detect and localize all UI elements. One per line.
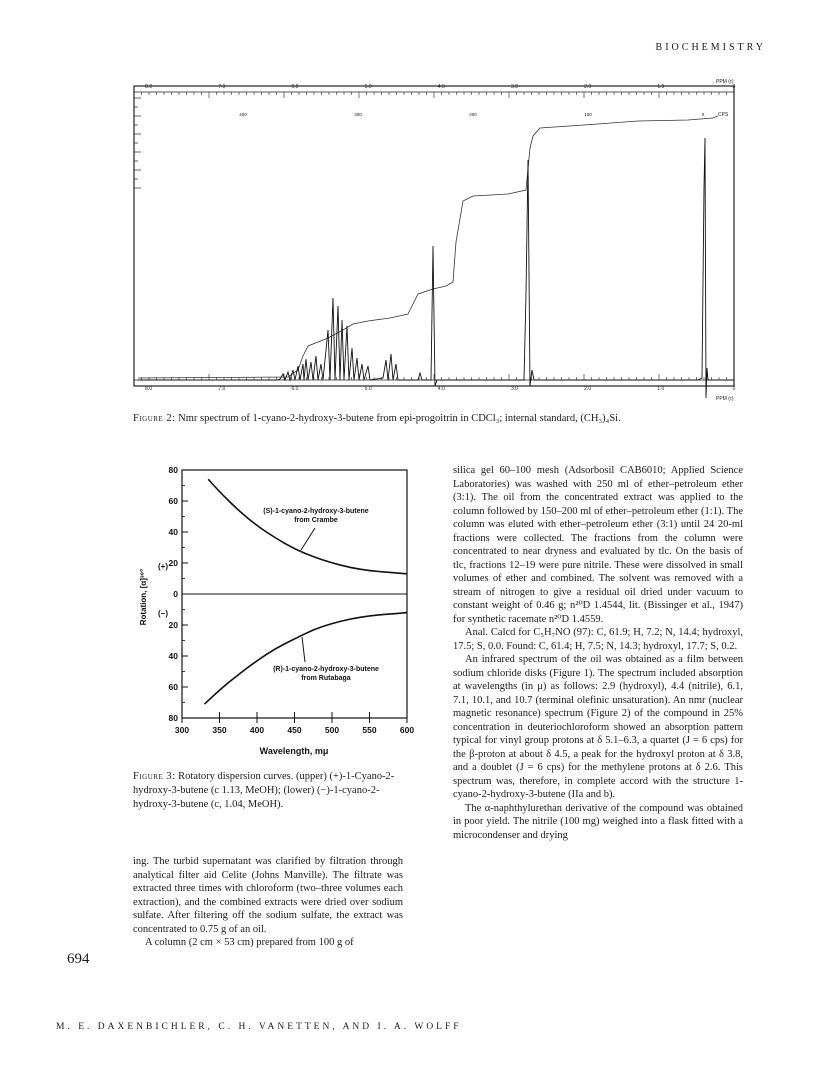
series-point	[294, 549, 295, 550]
series-point	[257, 660, 258, 661]
series-point	[294, 639, 295, 640]
ppm-tick-label: 1.0	[657, 386, 665, 392]
series-point	[275, 648, 276, 649]
x-tick-label: 550	[362, 725, 377, 735]
x-tick-label: 500	[324, 725, 340, 735]
cps-tick-label: 300	[354, 112, 362, 117]
series-point	[238, 510, 239, 511]
nmr-top-scale	[134, 84, 736, 117]
left-column	[133, 855, 403, 950]
annotation-lower-arrow	[302, 637, 305, 662]
figure3-caption	[133, 770, 403, 812]
cps-tick-label: 400	[239, 112, 247, 117]
author-footer: M. E. DAXENBICHLER, C. H. VANETTEN, AND I. A. WOLFF	[56, 1022, 462, 1032]
ppm-tick-label: 4.0	[437, 386, 445, 392]
x-axis-label: Wavelength, mμ	[259, 746, 329, 756]
y-tick-label: 20	[168, 558, 178, 568]
series-point	[313, 629, 314, 630]
series-point	[219, 690, 220, 691]
figure2-caption-label: Figure 2:	[133, 413, 176, 424]
nmr-integral-trace	[138, 116, 718, 378]
figure3-caption-text: Rotatory dispersion curves. (upper) (+)-1-Cyano-2-hydroxy-3-butene (c 1.13, MeOH); (lower) (−)-1-cyano-2-hydroxy-3-butene (c, 1.04, MeOH).	[133, 771, 395, 810]
series-point	[407, 574, 408, 575]
series-upper-curve	[208, 479, 407, 574]
series-point	[388, 572, 389, 573]
ppm-tick-label: 5.0	[364, 84, 372, 90]
ppm-tick-label: 6.0	[291, 84, 299, 90]
y-tick-label: 60	[168, 496, 178, 506]
cps-tick-label: 0	[701, 112, 705, 117]
y-tick-label: 60	[168, 682, 178, 692]
figure2-caption-text: Nmr spectrum of 1-cyano-2-hydroxy-3-butene from epi-progoitrin in CDCl₃; internal standard, (CH₃)₄Si.	[178, 413, 621, 424]
y-axis-label: Rotation, [α]³⁰°	[139, 568, 148, 626]
x-tick-label: 450	[287, 725, 302, 735]
y-plus-label: (+)	[158, 562, 168, 571]
ppm-tick-label: 8.0	[145, 84, 153, 90]
cps-tick-label: 200	[469, 112, 477, 117]
series-point	[369, 615, 370, 616]
figure3-caption-label: Figure 3:	[133, 771, 176, 782]
left-paragraph-1: ing. The turbid supernatant was clarified by filtration through analytical filter aid Celite (Johns Manville). The filtrate was extracted three times with chloroform (two–three volumes each extraction), and the combined extracts were dried over sodium sulfate. After filtering off the sodium sulfate, the extract was concentrated to 0.75 g of an oil.	[133, 856, 403, 935]
x-axis	[175, 712, 414, 735]
ppm-tick-label: 8.0	[145, 386, 153, 392]
y-tick-label: 40	[168, 527, 178, 537]
series-point	[313, 557, 314, 558]
ppm-tick-label: 0	[732, 84, 736, 90]
nmr-spectrum-figure	[128, 68, 738, 408]
series-point	[407, 612, 408, 613]
ppm-tick-label: 7.0	[218, 84, 226, 90]
ppm-tick-label: 2.0	[584, 386, 592, 392]
ppm-label-top: PPM (τ)	[716, 79, 734, 85]
series-point	[332, 623, 333, 624]
ppm-tick-label: 3.0	[511, 386, 518, 392]
right-paragraph-2: Anal. Calcd for C₅H₇NO (97): C, 61.9; H, 7.2; N, 14.4; hydroxyl, 17.5; S, 0.0. Found: C, 61.4; H, 7.5; N, 14.3; hydroxyl, 17.7; S, 0.2.	[453, 627, 743, 652]
y-tick-label: 80	[168, 465, 178, 475]
ppm-tick-label: 6.0	[291, 386, 299, 392]
series-point	[369, 570, 370, 571]
nmr-absorption-trace	[138, 138, 734, 398]
series-point	[238, 674, 239, 675]
y-tick-label: 40	[168, 651, 178, 661]
annotation-upper-arrow	[301, 528, 315, 550]
x-tick-label: 350	[212, 725, 227, 735]
x-tick-label: 600	[399, 725, 415, 735]
right-paragraph-3: An infrared spectrum of the oil was obtained as a film between sodium chloride disks (Figure 1). The spectrum included absorption at wavelengths (in μ) as follows: 2.9 (hydroxyl), 4.4 (nitrile), 6.1, 7.1, 10.1, and 10.7 (terminal olefinic unsaturation). An nmr (nuclear magnetic resonance) spectrum (Figure 2) of the compound in 25% concentration in deuteriochloroform showed an absorption pattern typical for vinyl group protons at δ 5.1–6.3, a quartet (J = 6 cps) for the β-proton at about δ 4.5, a peak for the hydroxyl proton at δ 3.8, and a doublet (J = 6 cps) for the methylene protons at δ 2.6. This spectrum was, therefore, in complete accord with the structure 1-cyano-2-hydroxy-3-butene (IIa and b).	[453, 654, 743, 800]
y-tick-label: 20	[168, 620, 178, 630]
series-point	[257, 526, 258, 527]
x-tick-label: 300	[174, 725, 190, 735]
right-paragraph-4: The α-naphthylurethan derivative of the compound was obtained in poor yield. The nitrile (100 mg) weighed into a flask fitted with a microcondenser and drying	[453, 802, 743, 841]
ppm-tick-label: 7.0	[218, 386, 226, 392]
y-minus-label: (−)	[158, 609, 168, 618]
series-lower-curve	[205, 613, 408, 705]
series-point	[350, 567, 351, 568]
ppm-tick-label: 2.0	[584, 84, 592, 90]
ppm-label-bottom: PPM (τ)	[716, 396, 734, 402]
ppm-tick-label: 5.0	[364, 386, 372, 392]
left-paragraph-2: A column (2 cm × 53 cm) prepared from 100 g of	[145, 937, 354, 948]
ppm-tick-label: 0	[732, 386, 736, 392]
ppm-tick-label: 4.0	[437, 84, 445, 90]
series-point	[332, 563, 333, 564]
right-paragraph-1: silica gel 60–100 mesh (Adsorbosil CAB6010; Applied Science Laboratories) was washed with 250 ml of ether–petroleum ether (3:1). The oil from the concentrated extract was applied to the column followed by 150–200 ml of ether–petroleum ether (1:1). The column was eluted with ether–petroleum ether (3:1) until 24 20-ml fractions were collected. The fractions from the column were concentrated to near dryness and evaluated by tlc. On the basis of tlc, fractions 12–19 were pure nitrile. These were dissolved in small volumes of ether and combined. The solvent was removed with a stream of nitrogen to give a residual oil dried under vacuum to constant weight of 0.46 g; n²⁰D 1.4544, lit. (Bissinger et al., 1947) for synthetic racemate n²⁰D 1.4559.	[453, 465, 743, 625]
journal-header: BIOCHEMISTRY	[655, 42, 766, 53]
annotation-upper-line2: from Crambe	[294, 517, 338, 524]
y-axis	[169, 465, 188, 723]
annotation-upper-line1: (S)-1-cyano-2-hydroxy-3-butene	[263, 508, 369, 515]
annotation-lower-line2: from Rutabaga	[301, 675, 351, 682]
series-point	[208, 479, 209, 480]
cps-label: CPS	[718, 112, 729, 118]
y-tick-label: 0	[173, 589, 178, 599]
series-point	[350, 619, 351, 620]
annotation-lower-line1: (R)-1-cyano-2-hydroxy-3-butene	[273, 666, 379, 673]
nmr-left-scale	[134, 98, 141, 188]
series-point	[275, 538, 276, 539]
right-column	[453, 464, 743, 842]
y-tick-label: 80	[168, 713, 178, 723]
series-point	[388, 614, 389, 615]
ppm-tick-label: 1.0	[657, 84, 665, 90]
rotatory-dispersion-chart	[132, 462, 417, 760]
page-number: 694	[67, 951, 90, 967]
cps-tick-label: 100	[584, 112, 592, 117]
ppm-tick-label: 3.0	[511, 84, 518, 90]
series-point	[204, 704, 205, 705]
series-point	[219, 491, 220, 492]
x-tick-label: 400	[249, 725, 265, 735]
figure2-caption	[133, 412, 753, 426]
